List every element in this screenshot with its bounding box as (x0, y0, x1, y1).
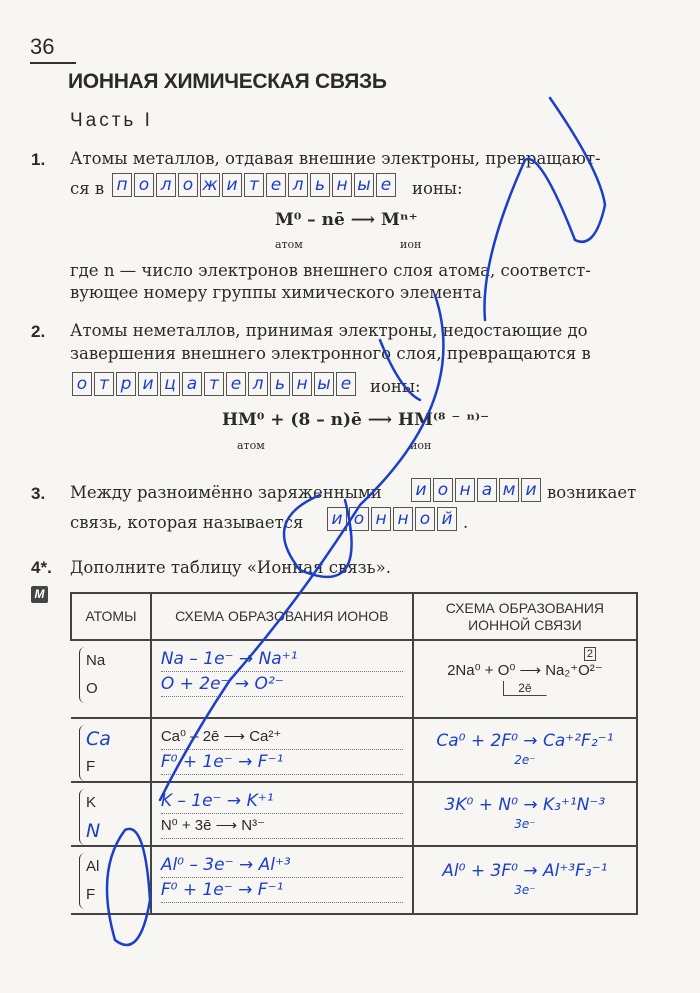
ion-scheme-cell[interactable] (151, 640, 413, 718)
q2-formula: HM⁰ + (8 – n)ē ⟶ HM⁽⁸ ⁻ ⁿ⁾⁻ (222, 410, 490, 430)
answer-letter-box[interactable]: ь (270, 372, 290, 396)
electron-transfer-note: 3e⁻ (514, 817, 536, 831)
bond-scheme-cell[interactable] (413, 846, 637, 914)
ion-scheme-line[interactable]: Na – 1e⁻ → Na⁺¹ (161, 647, 403, 672)
answer-letter-box[interactable]: и (138, 372, 158, 396)
answer-letter-box[interactable]: о (415, 507, 435, 531)
bond-equation[interactable]: 2Na⁰ + O⁰ ⟶ Na₂⁺O²⁻ (447, 662, 603, 679)
q3-number: 3. (31, 484, 46, 503)
q2-line1: Атомы неметаллов, принимая электроны, недостающие до (70, 321, 588, 340)
answer-letter-box[interactable]: л (156, 173, 176, 197)
answer-letter-box[interactable]: и (411, 478, 431, 502)
answer-letter-box[interactable]: а (182, 372, 202, 396)
q2-label-ion: ион (410, 439, 432, 452)
q1-formula: M⁰ – nē ⟶ Mⁿ⁺ (275, 210, 418, 230)
answer-letter-box[interactable]: т (244, 173, 264, 197)
answer-letter-box[interactable]: а (477, 478, 497, 502)
electron-transfer-note: 2e⁻ (514, 753, 536, 767)
header-atoms: АТОМЫ (71, 593, 151, 640)
table-row (71, 640, 637, 718)
q3-post2: . (463, 513, 469, 532)
ion-scheme-line[interactable]: O + 2e⁻ → O²⁻ (161, 672, 403, 697)
table-row (71, 846, 637, 914)
atoms-cell (71, 718, 151, 782)
atom-symbol: Al (86, 858, 100, 875)
answer-letter-box[interactable]: н (393, 507, 413, 531)
atom-symbol: N (86, 820, 101, 842)
q1-post: ионы: (412, 179, 463, 198)
answer-letter-box[interactable]: н (371, 507, 391, 531)
q3-answer1-boxes[interactable] (411, 478, 543, 502)
answer-letter-box[interactable]: и (521, 478, 541, 502)
q2-answer-boxes[interactable] (72, 372, 358, 396)
answer-letter-box[interactable]: о (134, 173, 154, 197)
ion-scheme-line[interactable]: F⁰ + 1e⁻ → F⁻¹ (161, 750, 403, 775)
table-row (71, 718, 637, 782)
atoms-cell (71, 782, 151, 846)
page-title: ИОННАЯ ХИМИЧЕСКАЯ СВЯЗЬ (68, 70, 387, 93)
q2-label-atom: атом (237, 439, 265, 452)
q3-post1: возникает (547, 483, 637, 502)
m-badge-icon: М (31, 586, 48, 603)
bond-scheme-cell[interactable] (413, 640, 637, 718)
atom-symbol: K (86, 794, 97, 811)
bond-equation[interactable]: 3K⁰ + N⁰ → K₃⁺¹N⁻³ (444, 795, 606, 815)
answer-letter-box[interactable]: л (288, 173, 308, 197)
q3-pre1: Между разноимённо заряженными (70, 483, 382, 502)
ionic-bond-table (70, 592, 638, 915)
atom-symbol: Na (86, 652, 106, 669)
atoms-cell (71, 640, 151, 718)
q3-answer2-boxes[interactable] (327, 507, 459, 531)
header-ion-scheme: СХЕМА ОБРАЗОВАНИЯ ИОНОВ (151, 593, 413, 640)
ion-scheme-line[interactable]: K – 1e⁻ → K⁺¹ (161, 789, 403, 814)
q1-label-ion: ион (400, 238, 422, 251)
q1-line1: Атомы металлов, отдавая внешние электроны, превращают- (70, 149, 601, 168)
answer-letter-box[interactable]: м (499, 478, 519, 502)
electron-transfer-note: 2ē (503, 681, 546, 696)
answer-letter-box[interactable]: н (292, 372, 312, 396)
answer-letter-box[interactable]: л (248, 372, 268, 396)
answer-letter-box[interactable]: е (266, 173, 286, 197)
part-heading: Часть I (70, 110, 153, 131)
q1-line3: где n — число электронов внешнего слоя атома, соответст- (70, 261, 591, 280)
answer-letter-box[interactable]: п (112, 173, 132, 197)
q1-number: 1. (31, 150, 46, 169)
bond-box: 2 (584, 647, 596, 661)
answer-letter-box[interactable]: н (332, 173, 352, 197)
answer-letter-box[interactable]: о (349, 507, 369, 531)
answer-letter-box[interactable]: и (222, 173, 242, 197)
bond-scheme-cell[interactable] (413, 782, 637, 846)
answer-letter-box[interactable]: е (226, 372, 246, 396)
page-number: 36 (30, 34, 76, 64)
answer-letter-box[interactable]: т (94, 372, 114, 396)
atoms-cell (71, 846, 151, 914)
answer-letter-box[interactable]: е (336, 372, 356, 396)
ion-scheme-cell[interactable] (151, 846, 413, 914)
answer-letter-box[interactable]: т (204, 372, 224, 396)
header-bond-scheme: СХЕМА ОБРАЗОВАНИЯ ИОННОЙ СВЯЗИ (413, 593, 637, 640)
answer-letter-box[interactable]: н (455, 478, 475, 502)
bond-scheme-cell[interactable] (413, 718, 637, 782)
scribble-check (485, 98, 606, 320)
answer-letter-box[interactable]: о (433, 478, 453, 502)
bond-equation[interactable]: Ca⁰ + 2F⁰ → Ca⁺²F₂⁻¹ (436, 731, 614, 751)
answer-letter-box[interactable]: ж (200, 173, 220, 197)
q1-label-atom: атом (275, 238, 303, 251)
q4-number: 4*. (31, 558, 52, 577)
ion-scheme-cell[interactable] (151, 718, 413, 782)
atom-symbol: F (86, 758, 96, 775)
ion-scheme-line[interactable]: F⁰ + 1e⁻ → F⁻¹ (161, 878, 403, 903)
answer-letter-box[interactable]: ь (310, 173, 330, 197)
atom-symbol: O (86, 680, 98, 697)
ion-scheme-line[interactable]: Al⁰ – 3e⁻ → Al⁺³ (161, 853, 403, 878)
ion-scheme-cell[interactable] (151, 782, 413, 846)
answer-letter-box[interactable]: е (376, 173, 396, 197)
q3-pre2: связь, которая называется (70, 513, 304, 532)
answer-letter-box[interactable]: ц (160, 372, 180, 396)
q2-post: ионы: (370, 377, 421, 396)
answer-letter-box[interactable]: й (437, 507, 457, 531)
q2-number: 2. (31, 322, 46, 341)
q4-text: Дополните таблицу «Ионная связь». (70, 558, 392, 577)
ion-scheme-line[interactable]: N⁰ + 3ē ⟶ N³⁻ (161, 814, 403, 839)
answer-letter-box[interactable]: о (178, 173, 198, 197)
q2-line2: завершения внешнего электронного слоя, превращаются в (70, 344, 591, 363)
table-row (71, 782, 637, 846)
electron-transfer-note: 3e⁻ (514, 883, 536, 897)
q1-pre: ся в (70, 179, 105, 198)
atom-symbol: Ca (86, 728, 111, 750)
q1-line4: вующее номеру группы химического элемента. (70, 283, 488, 302)
atom-symbol: F (86, 886, 96, 903)
answer-letter-box[interactable]: ы (314, 372, 334, 396)
answer-letter-box[interactable]: р (116, 372, 136, 396)
answer-letter-box[interactable]: о (72, 372, 92, 396)
answer-letter-box[interactable]: и (327, 507, 347, 531)
ion-scheme-line[interactable]: Ca⁰ – 2ē ⟶ Ca²⁺ (161, 725, 403, 750)
q1-answer-boxes[interactable] (112, 173, 398, 197)
bond-equation[interactable]: Al⁰ + 3F⁰ → Al⁺³F₃⁻¹ (442, 861, 608, 881)
answer-letter-box[interactable]: ы (354, 173, 374, 197)
